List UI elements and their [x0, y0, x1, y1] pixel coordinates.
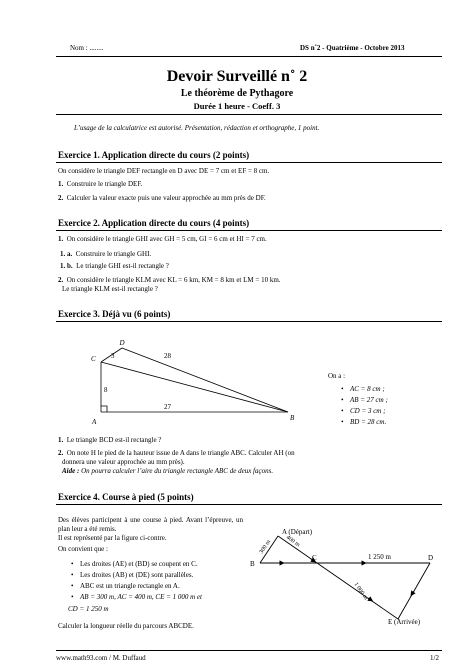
ex1-statement: On considère le triangle DEF rectangle en D avec DE = 7 cm et EF = 8 cm. — [58, 167, 270, 175]
ex2-rule — [56, 230, 442, 231]
ex4-condition: • Les droites (AB) et (DE) sont parallèles. — [80, 571, 260, 580]
point-label-E: E (Arrivée) — [388, 618, 421, 626]
ex1-q2-text: Calculer la valeur exacte puis une valeur approchée au mm près de DF. — [66, 194, 266, 202]
length-AB: 27 — [164, 403, 171, 411]
ex1-q2-num: 2. — [58, 194, 64, 202]
ex2-q1b-text: Le triangle GHI est-il rectangle ? — [76, 262, 169, 270]
ex2-q1-num: 1. — [58, 235, 64, 243]
ex1-q1-num: 1. — [58, 180, 64, 188]
footer-source: www.math93.com / M. Duffaud — [56, 654, 146, 662]
ex2-title: Exercice 2. Application directe du cours (4 points) — [58, 218, 250, 228]
footer-rule — [56, 650, 442, 651]
ex4-title: Exercice 4. Course à pied (5 points) — [58, 492, 194, 502]
ex4-on-convient: On convient que : — [58, 545, 108, 553]
length-CE: 1 000 m — [352, 581, 369, 602]
ex4-condition: • ABC est un triangle rectangle en A. — [80, 582, 260, 591]
ex2-q2-line2: Le triangle KLM est-il rectangle ? — [62, 285, 158, 293]
header-info: DS n˚2 - Quatrième - Octobre 2013 — [300, 44, 405, 52]
ex3-fact: • AC = 8 cm ; — [350, 385, 388, 394]
ex3-q2-line2: donnera une valeur approchée au mm près). — [62, 458, 185, 466]
ex3-facts-list — [338, 385, 388, 427]
intro-text: L’usage de la calculatrice est autorisé. Présentation, rédaction et orthographe, 1 point. — [74, 124, 320, 132]
ex4-para1: Des élèves participent à une course à pied. Avant l’épreuve, un plan leur a été remis. — [58, 516, 243, 533]
ex4-condition: • Les droites (AE) et (BD) se coupent en C. — [80, 560, 260, 569]
ex2-q1b-num: 1. b. — [60, 262, 73, 270]
ex2-q1a-text: Construire le triangle GHI. — [75, 250, 152, 258]
length-CD: 3 — [111, 352, 115, 360]
ex3-hint-label: Aide : — [62, 467, 80, 475]
ex4-figure — [248, 524, 444, 628]
ex2-q1-text: On considère le triangle GHI avec GH = 5 cm, GI = 6 cm et HI = 7 cm. — [66, 235, 267, 243]
segment-AE — [278, 536, 398, 619]
ex3-fact: • BD = 28 cm. — [350, 418, 388, 427]
page-title: Devoir Surveillé n˚ 2 — [166, 68, 308, 85]
ex1-q1-text: Construire le triangle DEF. — [66, 180, 143, 188]
length-DB: 28 — [164, 352, 171, 360]
ex2-q1a — [60, 250, 151, 259]
ex1-q1 — [58, 180, 142, 189]
ex3-fact: • CD = 3 cm ; — [350, 407, 388, 416]
point-label-C: C — [312, 554, 317, 562]
ex4-rule — [56, 504, 442, 505]
ex3-q2-num: 2. — [58, 449, 64, 457]
ex2-q2-num: 2. — [58, 276, 64, 284]
length-CA: 8 — [104, 386, 108, 394]
ex3-figure — [80, 334, 300, 430]
point-label-B: B — [250, 560, 255, 568]
ex2-q2-text: On considère le triangle KLM avec KL = 6 km, KM = 8 km et LM = 10 km. — [66, 276, 281, 284]
ex4-condition-cont: CD = 1 250 m — [68, 605, 109, 613]
ex2-q1 — [58, 235, 267, 244]
ex1-rule — [56, 162, 442, 163]
ex4-condition: • AB = 300 m, AC = 400 m, CE = 1 000 m et — [80, 593, 260, 602]
point-label-D: D — [119, 339, 125, 347]
title-rule — [56, 114, 442, 115]
page-number: 1/2 — [430, 654, 439, 662]
length-AC: 400 m — [284, 534, 301, 549]
ex3-fact: • AB = 27 cm ; — [350, 396, 388, 405]
point-label-C: C — [91, 355, 96, 363]
segment-CB — [101, 362, 288, 412]
ex4-conditions-list — [68, 560, 260, 602]
name-field-label: Nom : ........ — [70, 44, 104, 52]
ex3-q2-text: On note H le pied de la hauteur issue de A dans le triangle ABC. Calculer AH (on — [66, 449, 295, 457]
right-angle-mark-A — [101, 406, 107, 412]
ex3-hint-text: On pourra calculer l’aire du triangle rectangle ABC de deux façons. — [81, 467, 274, 475]
ex2-q1a-num: 1. a. — [60, 250, 73, 258]
ex3-title: Exercice 3. Déjà vu (6 points) — [58, 309, 171, 319]
ex4-question: Calculer la longueur réelle du parcours ABCDE. — [58, 622, 194, 630]
ex3-q1-text: Le triangle BCD est-il rectangle ? — [66, 436, 162, 444]
ex1-q2 — [58, 194, 266, 203]
header-rule — [56, 56, 442, 57]
length-AB: 300 m — [258, 539, 273, 556]
length-CD: 1 250 m — [368, 553, 391, 561]
point-label-B: B — [290, 414, 295, 422]
ex2-q1b — [60, 262, 169, 271]
duration-line: Durée 1 heure - Coeff. 3 — [193, 101, 281, 111]
point-label-D: D — [428, 554, 434, 562]
point-label-A: A (Départ) — [282, 528, 313, 536]
segment-DB — [122, 348, 288, 412]
ex4-para2: Il est représenté par la figure ci-contre. — [58, 534, 167, 542]
ex3-hint — [62, 467, 273, 476]
ex2-q2 — [58, 276, 281, 285]
ex3-on-a: On a : — [328, 372, 346, 380]
ex3-q1-num: 1. — [58, 436, 64, 444]
ex1-title: Exercice 1. Application directe du cours (2 points) — [58, 150, 250, 160]
point-label-A: A — [92, 418, 97, 426]
ex3-q1 — [58, 436, 161, 445]
ex3-q2 — [58, 449, 295, 458]
ex3-rule — [56, 321, 442, 322]
page-subtitle: Le théorème de Pythagore — [180, 88, 294, 99]
